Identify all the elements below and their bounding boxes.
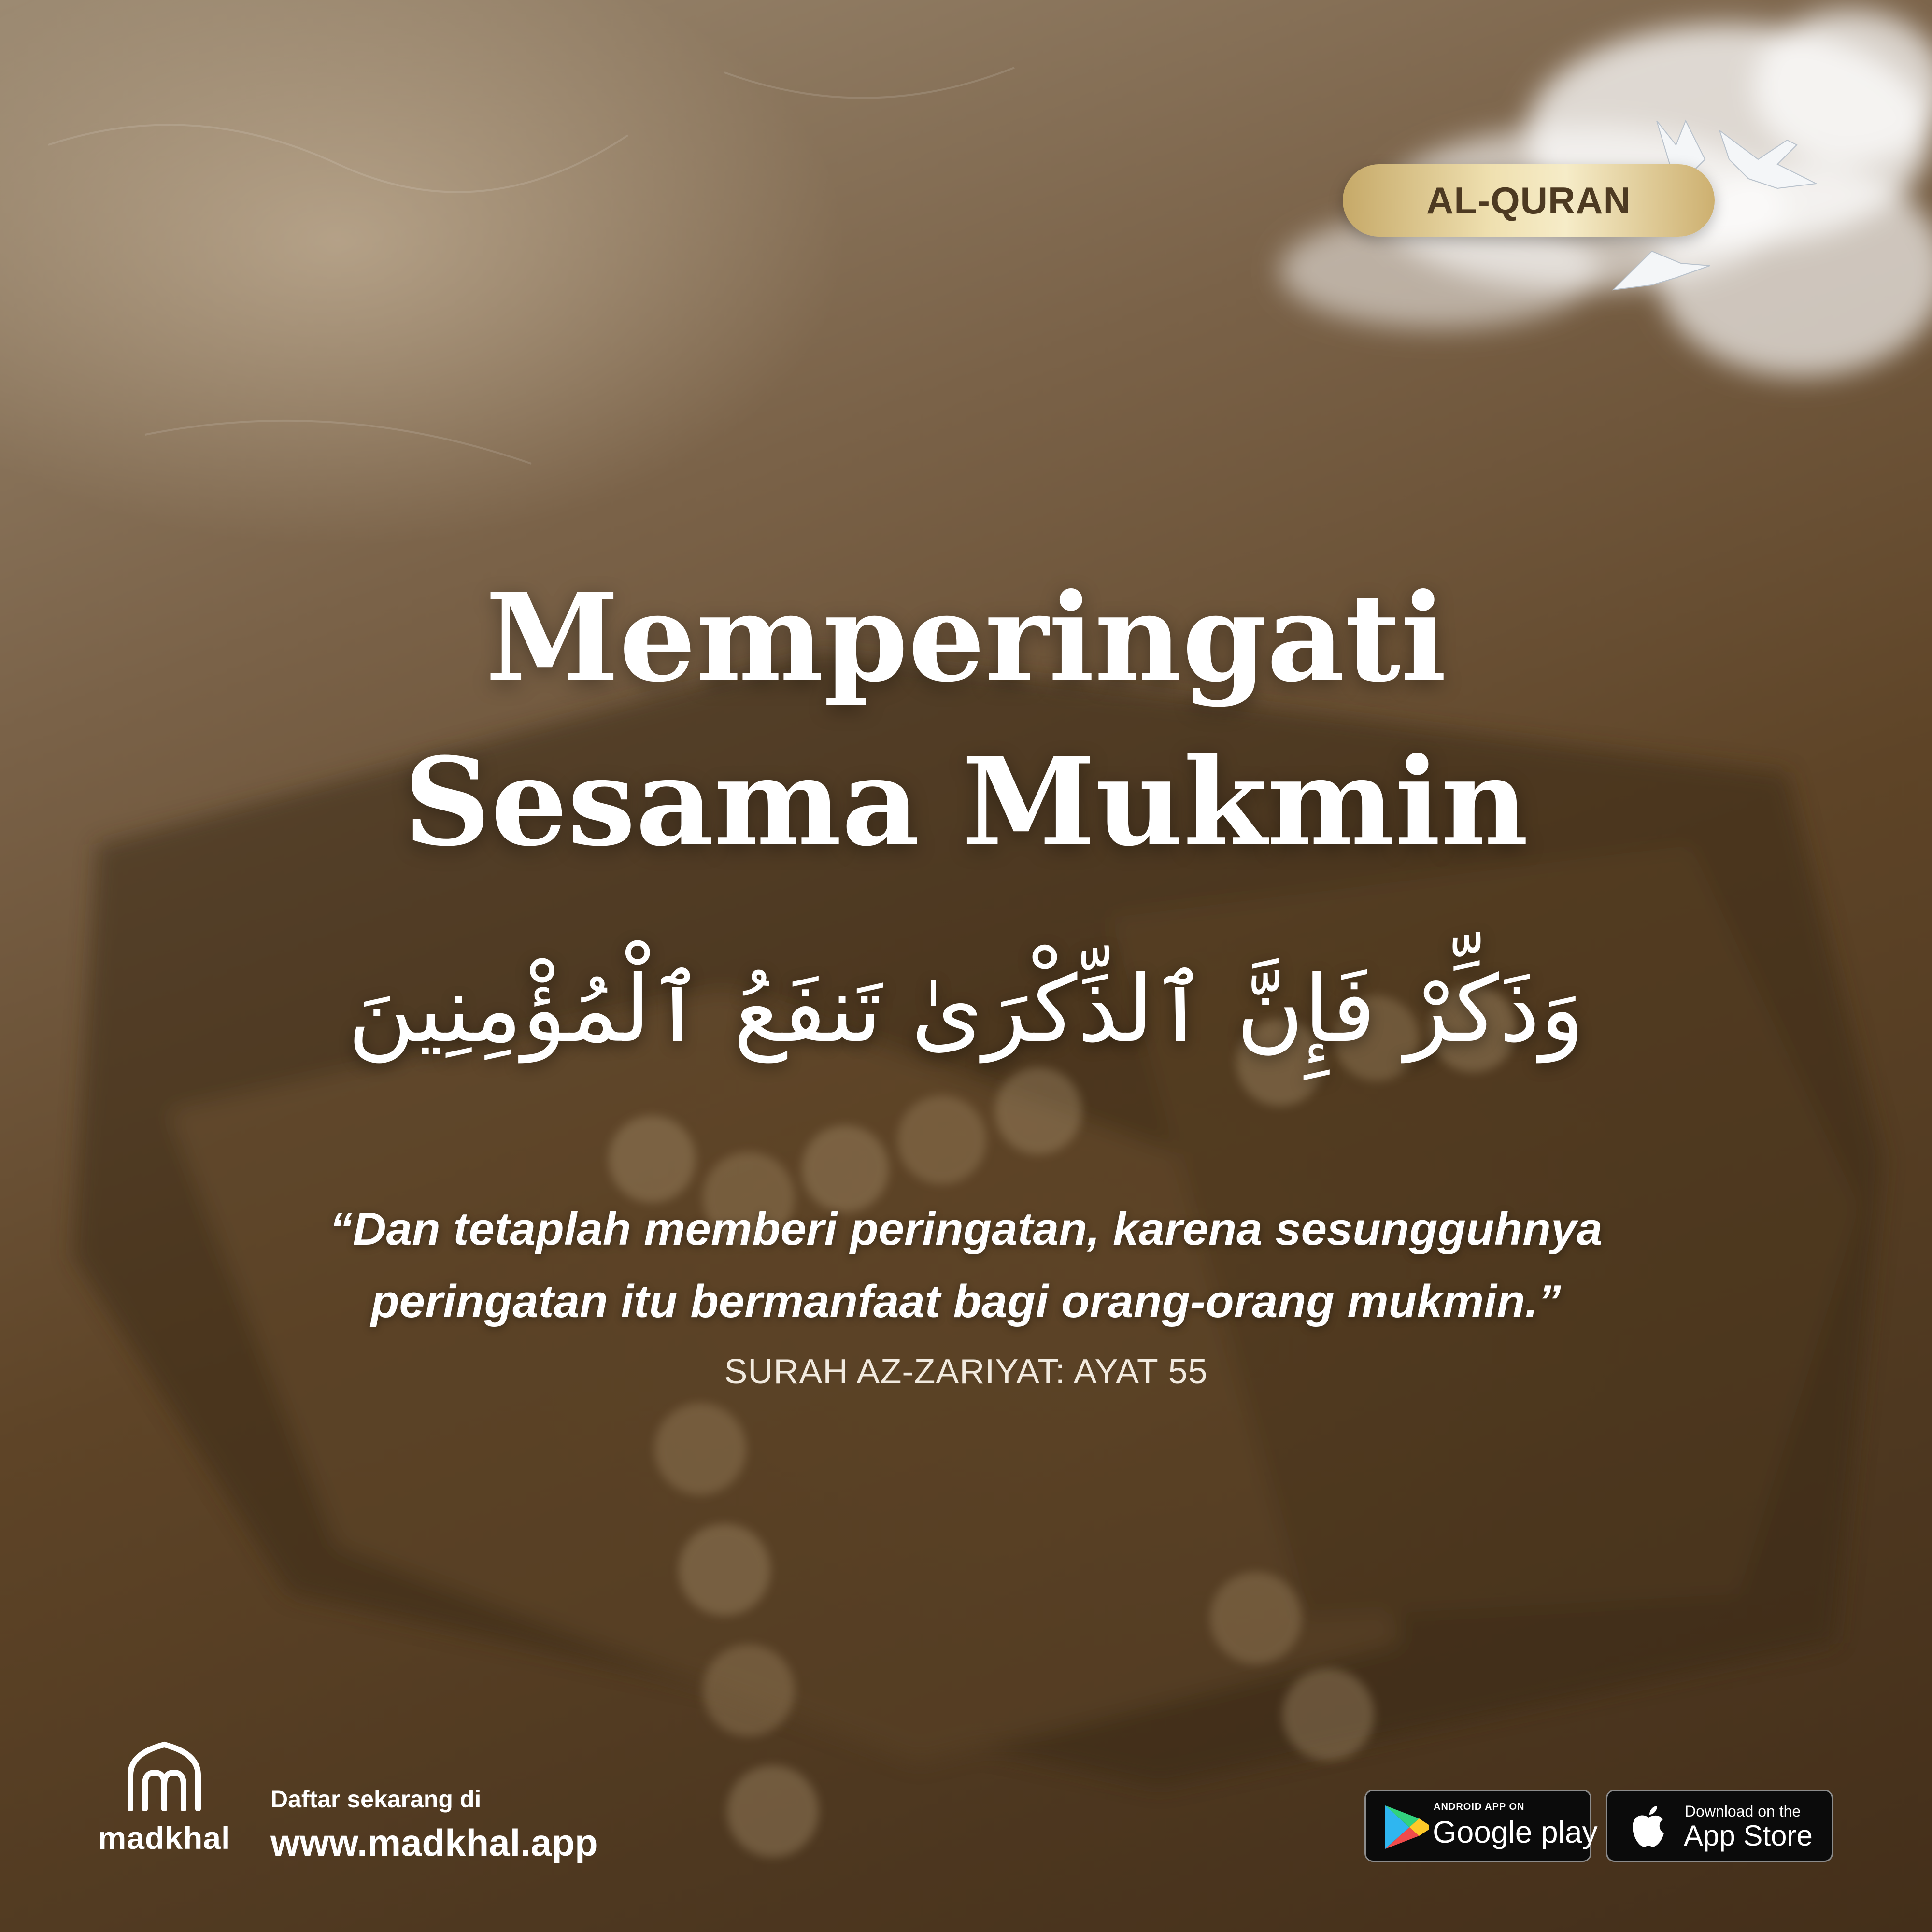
apple-icon <box>1624 1803 1673 1851</box>
brand-wordmark: madkhal <box>98 1820 231 1856</box>
page-title <box>193 555 1739 884</box>
translation-line-2: peringatan itu bermanfaat bagi orang-orang mukmin.” <box>370 1276 1562 1327</box>
category-badge-label: AL-QURAN <box>1426 179 1631 222</box>
title-line-1: Memperingati <box>485 567 1447 709</box>
clouds-with-doves <box>1150 0 1932 483</box>
category-badge <box>1343 164 1715 237</box>
verse-reference: SURAH AZ-ZARIYAT: AYAT 55 <box>724 1352 1208 1391</box>
verse-translation <box>145 1193 1787 1338</box>
translation-line-1: “Dan tetaplah memberi peringatan, karena sesungguhnya <box>329 1203 1603 1255</box>
madkhal-logo-icon <box>121 1739 208 1811</box>
google-play-icon <box>1380 1803 1434 1851</box>
app-store-small-text: Download on the <box>1685 1803 1801 1820</box>
cta-url-link[interactable]: www.madkhal.app <box>270 1821 598 1864</box>
google-play-small-text: ANDROID APP ON <box>1434 1802 1525 1812</box>
title-line-2: Sesama Mukmin <box>403 731 1529 873</box>
app-store-big-text: App Store <box>1684 1819 1813 1852</box>
app-store-button[interactable] <box>1606 1790 1833 1862</box>
google-play-big-text: Google play <box>1433 1815 1598 1849</box>
arabic-verse: وَذَكِّرْ فَإِنَّ ٱلذِّكْرَىٰ تَنفَعُ ٱلْمُؤْمِنِينَ <box>347 956 1585 1063</box>
google-play-button[interactable] <box>1364 1790 1598 1862</box>
cta-label: Daftar sekarang di <box>270 1786 482 1813</box>
